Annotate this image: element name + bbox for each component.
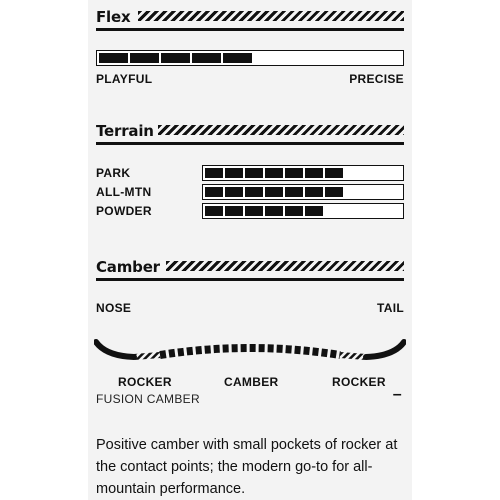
camber-tail-label: TAIL (377, 301, 404, 315)
meter-segment (130, 53, 159, 63)
terrain-meter-park (202, 165, 404, 181)
meter-segment (285, 168, 303, 178)
flex-hatch-decoration (138, 11, 404, 21)
terrain-label-all-mtn: ALL-MTN (96, 185, 152, 199)
meter-segment (265, 187, 283, 197)
flex-title: Flex (96, 8, 131, 26)
flex-left-label: PLAYFUL (96, 72, 153, 86)
meter-segment (285, 187, 303, 197)
meter-segment (225, 187, 243, 197)
meter-segment (245, 206, 263, 216)
terrain-label-park: PARK (96, 166, 131, 180)
terrain-header (96, 122, 404, 146)
zone-label-rocker-right: ROCKER (332, 375, 386, 389)
terrain-meter-powder (202, 203, 404, 219)
zone-label-rocker-left: ROCKER (118, 375, 172, 389)
meter-segment (161, 53, 190, 63)
meter-segment (305, 206, 323, 216)
meter-segment (225, 206, 243, 216)
meter-segment (325, 187, 343, 197)
camber-header (96, 258, 404, 282)
terrain-title: Terrain (96, 122, 154, 140)
camber-hatch-decoration (166, 261, 404, 271)
meter-segment (305, 187, 323, 197)
meter-segment (99, 53, 128, 63)
terrain-hatch-decoration (158, 125, 404, 135)
flex-meter (96, 50, 404, 66)
zone-label-camber: CAMBER (224, 375, 279, 389)
meter-segment (245, 168, 263, 178)
meter-segment (205, 206, 223, 216)
collapse-icon[interactable]: – (392, 386, 402, 403)
terrain-label-powder: POWDER (96, 204, 152, 218)
camber-rule (96, 278, 404, 281)
meter-segment (265, 168, 283, 178)
meter-segment (305, 168, 323, 178)
camber-profile-diagram (94, 330, 406, 370)
meter-segment (192, 53, 221, 63)
meter-segment (205, 187, 223, 197)
meter-segment (325, 168, 343, 178)
spec-card (88, 0, 412, 500)
meter-segment (225, 168, 243, 178)
meter-segment (265, 206, 283, 216)
terrain-rule (96, 142, 404, 145)
flex-header (96, 8, 404, 32)
meter-segment (245, 187, 263, 197)
terrain-meter-all-mtn (202, 184, 404, 200)
meter-segment (285, 206, 303, 216)
camber-profile-name: FUSION CAMBER (96, 392, 200, 406)
camber-title: Camber (96, 258, 160, 276)
flex-right-label: PRECISE (349, 72, 404, 86)
flex-rule (96, 28, 404, 31)
camber-nose-label: NOSE (96, 301, 132, 315)
meter-segment (223, 53, 252, 63)
camber-description: Positive camber with small pockets of rocker at the contact points; the modern go-to for all-mountain performance. (96, 437, 398, 497)
meter-segment (205, 168, 223, 178)
